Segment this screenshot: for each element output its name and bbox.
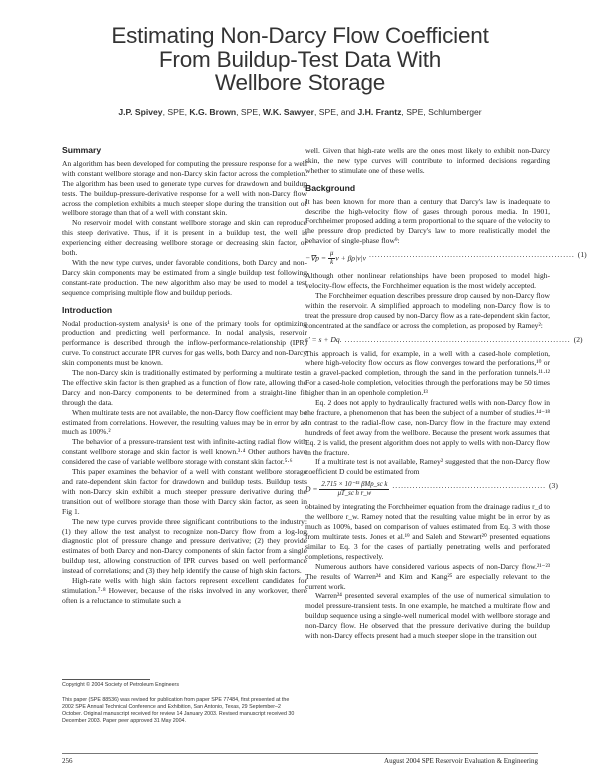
author-name: J.H. Frantz	[357, 107, 402, 117]
intro-paragraph: The non-Darcy skin is traditionally estimated by performing a multirate test. The effective skin factor is then graphed as a function of flow rate, allowing the Darcy and non-Darcy components to be determined from a straight-line fit through the data.	[62, 368, 307, 407]
eq3-number: (3)	[549, 481, 558, 491]
background-paragraph: This approach is valid, for example, in a well with a cased-hole completion, where high-velocity flow occurs as flow converges toward the perforations,¹⁰ or in a gravel-packed completion, through the sand in the perforation tunnels.¹¹·¹² For a cased-hole completion, velocities through the perforations may be 50 times higher than in an openhole completion.¹³	[305, 348, 550, 398]
journal-footer: August 2004 SPE Reservoir Evaluation & Engineering	[384, 757, 538, 765]
background-paragraph: If a multirate test is not available, Ramey² suggested that the non-Darcy flow coefficient D could be estimated from	[305, 457, 550, 477]
equation-2: s′ = s + Dq. .............................................................................. (2)	[305, 334, 583, 344]
intro-paragraph: Nodal production-system analysis¹ is one of the primary tools for optimizing production and predicting well performance. In nodal analysis, reservoir performance is described through the inflow-performance-relationship (IPR) curve. To construct accurate IPR curves for gas wells, both Darcy and non-Darcy skin components must be known.	[62, 318, 307, 368]
copyright-note: Copyright © 2004 Society of Petroleum Engineers	[62, 682, 179, 688]
summary-paragraph: An algorithm has been developed for computing the pressure response for a well with constant wellbore storage and non-Darcy skin factor across the completion. The algorithm has been used to generate type curves for drawdown and buildup tests. The buildup-pressure-derivative response for a well with non-Darcy flow across the completion exhibits a much steeper slope during the transition out of wellbore storage than that of a well with constant skin.	[62, 158, 307, 218]
background-paragraph: Eq. 2 does not apply to hydraulically fractured wells with non-Darcy flow in the fracture, a phenomenon that has been the subject of a number of studies.¹⁴⁻¹⁸ In contrast to the radial-flow case, non-Darcy flow in the fracture may extend hundreds of feet away from the wellbore. Because the present work assumes that Eq. 2 is valid, the present algorithm does not apply to wells with non-Darcy flow in the fracture.	[305, 398, 550, 457]
author-affiliation: , SPE,	[162, 107, 190, 117]
author-name: K.G. Brown	[189, 107, 237, 117]
background-paragraph: It has been known for more than a century that Darcy's law is inadequate to describe the high-velocity flow of gases through porous media. In 1901, Forchheimer proposed adding a term proportional to the square of the velocity to the pressure drop predicted by Darcy's law to more realistically model the behavior of single-phase flow⁹:	[305, 196, 550, 246]
background-paragraph: Warren²⁴ presented several examples of the use of numerical simulation to model pressure-transient tests. In one example, he matched a multirate flow and buildup sequence using a single-well numerical model with wellbore storage and non-Darcy flow. He observed that the pressure derivative during the buildup with non-Darcy effects present had a much steeper slope in the transition out	[305, 591, 550, 641]
page-number: 256	[62, 757, 73, 765]
background-heading: Background	[305, 182, 356, 193]
author-affiliation: , SPE, Schlumberger	[401, 107, 482, 117]
right-column	[305, 146, 587, 641]
footnote-text: This paper (SPE 88536) was revised for publication from paper SPE 77484, first presented at the 2002 SPE Annual Technical Conference and Exhibition, San Antonio, Texas, 29 September–2 October. Original manuscript received for review 14 January 2003. Revised manuscript received 30 December 2003. Paper peer approved 31 May 2004.	[62, 697, 295, 724]
author-line	[0, 107, 600, 117]
intro-paragraph: This paper examines the behavior of a well with constant wellbore storage and rate-dependent skin factor for drawdown and buildup tests. Buildup tests with non-Darcy skin exhibit a much steeper pressure derivative during the transition out of wellbore storage than those with Darcy skin factor, as seen in Fig 1.	[62, 467, 307, 516]
eq3-fraction: $\frac{\text{2.715 × 10⁻¹⁵ βMp\_sc k}}{\text{μT\_sc h r\_w}}$	[321, 481, 388, 498]
author-affiliation: , SPE, and	[314, 107, 358, 117]
intro-paragraph: The behavior of a pressure-transient test with infinite-acting radial flow with constant wellbore storage and skin factor is well known.³·⁴ Other authors have considered the case of variable wellbore storage with constant skin factor.⁵·⁶	[62, 437, 307, 467]
equation-1: −∇p = $\frac{\mu}{k}$ v + βρ|v|v ....................................................................... (1)	[305, 250, 587, 267]
eq1-rhs: v + βρ|v|v	[335, 253, 366, 263]
eq1-fraction: $\frac{\mu}{k}$	[329, 250, 334, 267]
background-paragraph: Numerous authors have considered various aspects of non-Darcy flow.²¹⁻²³ The results of Warren²⁴ and Kim and Kang²⁵ are especially relevant to the current work.	[305, 561, 550, 591]
equation-3: D = $\frac{\text{2.715 × 10⁻¹⁵ βMp\_sc k}}{\text{μT\_sc h r\_w}}$ ..................................................... (3)	[305, 481, 558, 498]
title-line-3: Wellbore Storage	[214, 70, 386, 95]
footer-rule	[62, 753, 538, 754]
intro-paragraph: High-rate wells with high skin factors represent excellent candidates for stimulation.⁷·⁸ However, because of the risks involved in any workover, there often is a reluctance to stimulate such a	[62, 576, 307, 605]
continued-paragraph: well. Given that high-rate wells are the ones most likely to exhibit non-Darcy skin, the new type curves will contribute to informed decisions regarding whether to stimulate one of these wells.	[305, 146, 550, 175]
title-line-2: From Buildup-Test Data With	[158, 46, 442, 72]
introduction-heading: Introduction	[62, 304, 113, 315]
title-line-1: Estimating Non-Darcy Flow Coefficient	[111, 23, 489, 48]
author-name: J.P. Spivey	[118, 107, 163, 117]
left-column	[62, 146, 307, 606]
eq2-number: (2)	[573, 334, 583, 344]
background-paragraph: The Forchheimer equation describes pressure drop caused by non-Darcy flow within the reservoir. A simplified approach to modeling non-Darcy flow is to treat the pressure drop caused by non-Darcy flow as a rate-dependent skin factor, concentrated at the sandface or across the completion, as proposed by Ramey²:	[305, 290, 550, 330]
footnote-rule	[62, 679, 150, 680]
intro-paragraph: The new type curves provide three significant contributions to the industry: (1) they allow the test analyst to recognize non-Darcy flow from a log-log diagnostic plot of pressure change and pressure derivative; (2) they provide estimates of both Darcy and non-Darcy components of skin factor from a single buildup test, allowing construction of IPR curves based on well performance instead of correlations; and (3) they help identify the cause of high skin factors.	[62, 516, 307, 576]
eq3-lhs: D =	[305, 484, 320, 494]
summary-paragraph: No reservoir model with constant wellbore storage and skin can reproduce this steep derivative. Thus, if it is present in a buildup test, the well is experiencing either decreasing wellbore storage or decreasing skin factor, or both.	[62, 218, 307, 258]
eq1-lhs: −∇p =	[305, 253, 328, 263]
author-name: W.K. Sawyer	[262, 107, 314, 117]
summary-paragraph: With the new type curves, under favorable conditions, both Darcy and non-Darcy skin components may be estimated from a single buildup test following constant-rate production. The new algorithm also may be used to model a test sequence comprising multiple flow and buildup periods.	[62, 257, 307, 297]
paper-title	[0, 24, 600, 95]
eq1-number: (1)	[577, 250, 587, 260]
background-paragraph: obtained by integrating the Forchheimer equation from the drainage radius r_d to the wellbore r_w. Ramey noted that the resulting value might be in error by as much as 100%, based on comparison of values estimated from Eq. 3 with those from multirate tests. Jones et al.¹⁹ and Saleh and Stewart²⁰ presented equations similar to Eq. 3 for the cases of partially penetrating wells and perforated completions, respectively.	[305, 502, 550, 561]
author-affiliation: , SPE,	[236, 107, 263, 117]
intro-paragraph: When multirate tests are not available, the non-Darcy flow coefficient may be estimated from correlations. However, the resulting values may be in error by as much as 100%.²	[62, 407, 307, 437]
summary-heading: Summary	[62, 145, 102, 155]
background-paragraph: Although other nonlinear relationships have been proposed to model high-velocity-flow effects, the Forchheimer equation is the most widely accepted.	[305, 271, 550, 291]
eq2-body: s′ = s + Dq.	[305, 334, 342, 344]
